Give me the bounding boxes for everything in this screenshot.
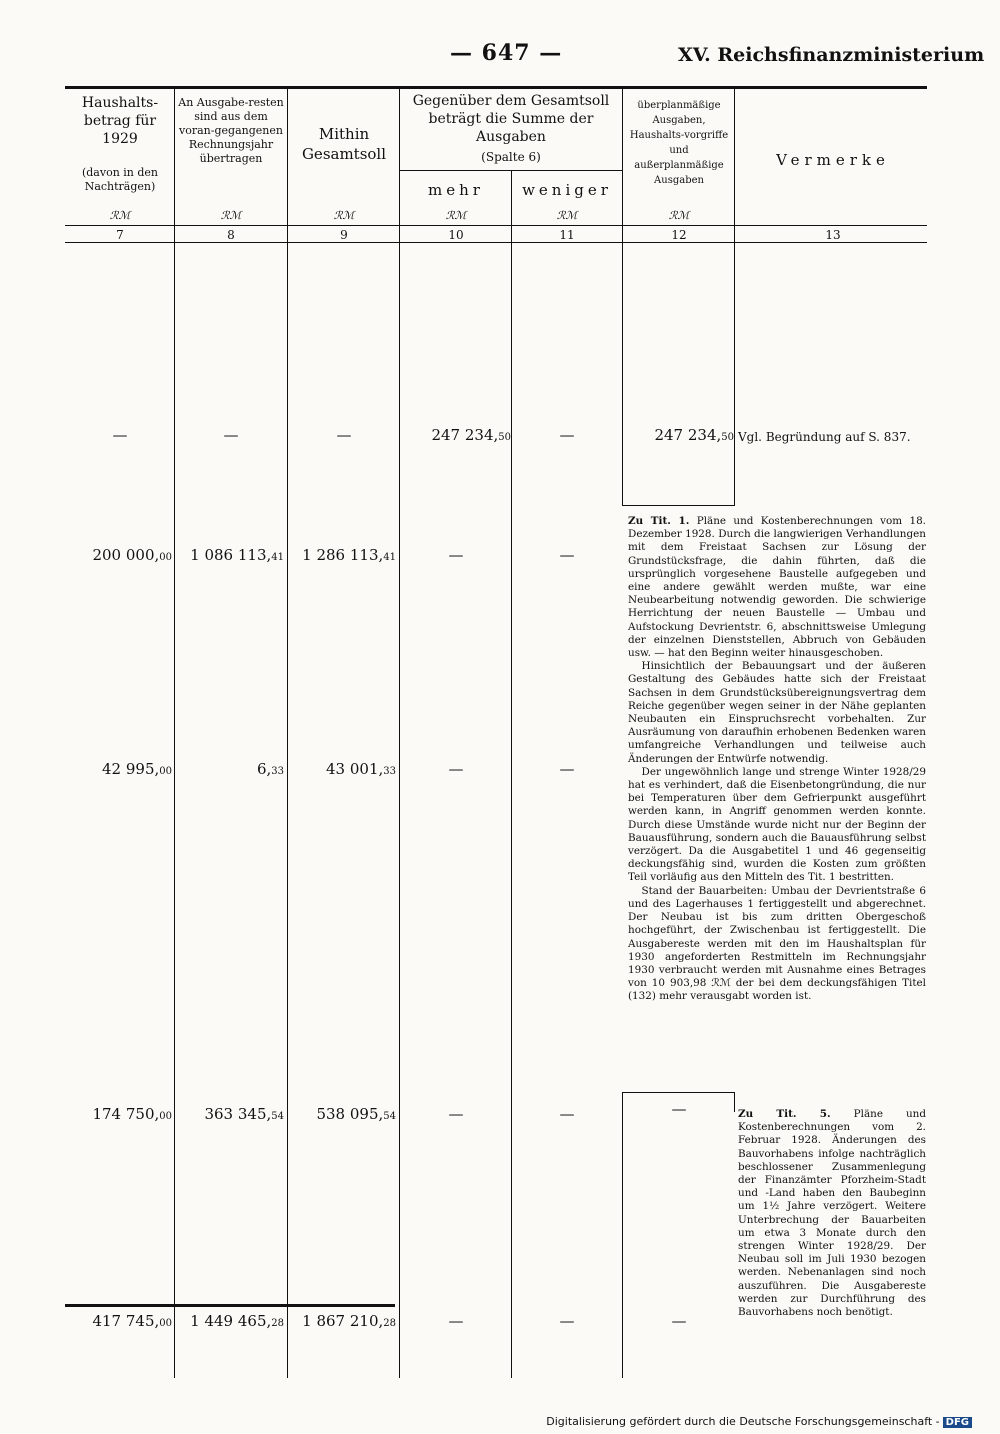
row1-c11: — [559,426,575,444]
col-divider-7-8 [174,86,175,1378]
col10-unit: ℛℳ [445,209,467,222]
row1-c10: 247 234,50 [431,426,511,444]
row2-c11: — [559,546,575,564]
col-divider-8-9 [287,86,288,1378]
col-divider-11-12-top [622,86,623,505]
col-number-11: 11 [559,228,575,242]
total-c9: 1 867 210,28 [302,1312,396,1330]
col12-break-rule-2 [622,1092,734,1093]
row3-c11: — [559,760,575,778]
row2-c10: — [448,546,464,564]
row4-c9: 538 095,54 [316,1105,396,1123]
col7-header: Haushalts-betrag für 1929 [81,95,159,147]
note-tit-1-para-1: Pläne und Kostenberechnungen vom 18. Dezember 1928. Durch die langwierigen Verhandlungen mit dem Freistaat Sachsen zur Lösung der Grundstücksfrage, die dahin führten, daß die ursprünglich vorgesehene Baustelle aufgegeben und eine andere gewählt werden mußte, war eine Neubearbeitung notwendig geworden. Die schwierige Herrichtung der neuen Baustelle — Umbau und Aufstockung Devrientstr. 6, abschnittsweise Umlegung der einzelnen Dienststellen, Abbruch von Gebäuden usw. — hat den Beginn weiter hinausgeschoben. [628,515,926,660]
digitization-footer [546,1415,972,1428]
row3-c7: 42 995,00 [102,760,172,778]
note-tit-5 [738,1108,926,1319]
note-tit-1-label: Zu Tit. 1. [628,515,690,527]
note-tit-1-para-2: Hinsichtlich der Bebauungsart und der äußeren Gestaltung des Gebäudes hatte sich der Freistaat Sachsen in dem Grundstücksübereignungsvertrag dem Reiche gegenüber wegen seiner in der Nähe geplanten Neubauten ein Einspruchsrecht vorbehalten. Zur Ausräumung von daraufhin erhobenen Bedenken waren umfangreiche Verhandlungen und teilweise auch Änderungen der Entwürfe notwendig. [628,660,926,765]
row1-c9: — [336,426,352,444]
total-c11: — [559,1312,575,1330]
row4-c11: — [559,1105,575,1123]
col7-subheader: (davon in den Nachträgen) [81,166,159,193]
note-tit-5-text: Pläne und Kostenberechnungen vom 2. Februar 1928. Änderungen des Bauvorhabens infolge nachträglich beschlossener Zusammenlegung der Finanzämter Pforzheim-Stadt und -Land haben den Baubeginn um 1½ Jahre verzögert. Weitere Unterbrechung der Bauarbeiten um etwa 3 Monate durch den strengen Winter 1928/29. Der Neubau soll im Juli 1930 bezogen werden. Nebenanlagen sind noch auszuführen. Die Ausgabereste werden zur Durchführung des Bauvorhabens noch benötigt. [738,1108,926,1319]
col8-header: An Ausgabe-resten sind aus dem voran-gegangenen Rechnungsjahr übertragen [178,96,284,165]
header-bottom-rule [65,242,927,243]
page-number: — 647 — [450,40,563,66]
col10-header: mehr [428,181,484,199]
row2-c9: 1 286 113,41 [302,546,396,564]
table-top-rule [65,86,927,89]
col-divider-9-10 [399,86,400,1378]
row1-c8: — [223,426,239,444]
col12-header: überplanmäßige Ausgaben, Haushalts-vorgriffe und außerplanmäßige Ausgaben [629,100,729,186]
row4-c7: 174 750,00 [92,1105,172,1123]
row3-c10: — [448,760,464,778]
note-tit-1-para-3: Der ungewöhnlich lange und strenge Winter 1928/29 hat es verhindert, daß die Eisenbetongründung, die nur bei Temperaturen über dem Gefrierpunkt ausgeführt werden kann, in Angriff genommen werden konnte. Durch diese Umstände wurde nicht nur der Beginn der Bauausführung, sondern auch die Bauausführung selbst verzögert. Da die Ausgabetitel 1 und 46 gegenseitig deckungsfähig sind, wurden die Kosten zum größten Teil vorläufig aus den Mitteln des Tit. 1 bestritten. [628,765,926,884]
row4-c10: — [448,1105,464,1123]
col-number-10: 10 [448,228,464,242]
col10-11-subheader: (Spalte 6) [481,150,541,164]
col-number-13: 13 [825,228,841,242]
row1-remark: Vgl. Begründung auf S. 837. [738,430,911,444]
col-divider-11-12-bottom [622,1092,623,1378]
row3-c8: 6,33 [256,760,284,778]
unit-row-rule [65,225,927,226]
col-divider-12-13-bottom [734,1092,735,1112]
col12-unit: ℛℳ [668,209,690,222]
footer-text: Digitalisierung gefördert durch die Deutsche Forschungsgemeinschaft - [546,1415,940,1428]
col12-break-rule [622,505,734,506]
col-number-7: 7 [116,228,124,242]
col11-header: weniger [522,181,612,199]
col8-unit: ℛℳ [220,209,242,222]
row1-c12: 247 234,50 [654,426,734,444]
col9-header: Mithin Gesamtsoll [301,125,387,163]
total-c7: 417 745,00 [92,1312,172,1330]
col-number-8: 8 [227,228,235,242]
col-number-12: 12 [671,228,687,242]
note-tit-1-para-4: Stand der Bauarbeiten: Umbau der Devrientstraße 6 und des Lagerhauses 1 fertiggestellt und abgerechnet. Der Neubau ist bis zum dritten Obergeschoß hochgeführt, der Zwischenbau ist fertiggestellt. Die Ausgabereste werden mit den im Haushaltsplan für 1930 angeforderten Restmitteln im Rechnungsjahr 1930 verbraucht werden mit Ausnahme eines Betrages von 10 903,98 ℛℳ der bei dem deckungsfähigen Titel (132) mehr verausgabt worden ist. [628,884,926,1003]
section-title: XV. Reichsfinanzministerium [678,44,985,66]
col7-unit: ℛℳ [109,209,131,222]
row2-c8: 1 086 113,41 [190,546,284,564]
total-c10: — [448,1312,464,1330]
totals-rule [65,1304,395,1307]
dfg-logo: DFG [943,1417,972,1428]
col-divider-12-13-top [734,86,735,506]
row4-c12: — [671,1100,687,1118]
note-tit-5-label: Zu Tit. 5. [738,1108,831,1120]
total-c8: 1 449 465,28 [190,1312,284,1330]
total-c12: — [671,1312,687,1330]
col11-unit: ℛℳ [556,209,578,222]
col10-11-group-header: Gegenüber dem Gesamtsoll beträgt die Summe der Ausgaben [412,93,610,145]
row1-c7: — [112,426,128,444]
col9-unit: ℛℳ [333,209,355,222]
col13-header: Vermerke [776,151,890,169]
col-number-9: 9 [340,228,348,242]
row2-c7: 200 000,00 [92,546,172,564]
row3-c9: 43 001,33 [326,760,396,778]
note-tit-1 [628,515,926,1004]
col-divider-10-11 [511,170,512,1378]
row4-c8: 363 345,54 [204,1105,284,1123]
